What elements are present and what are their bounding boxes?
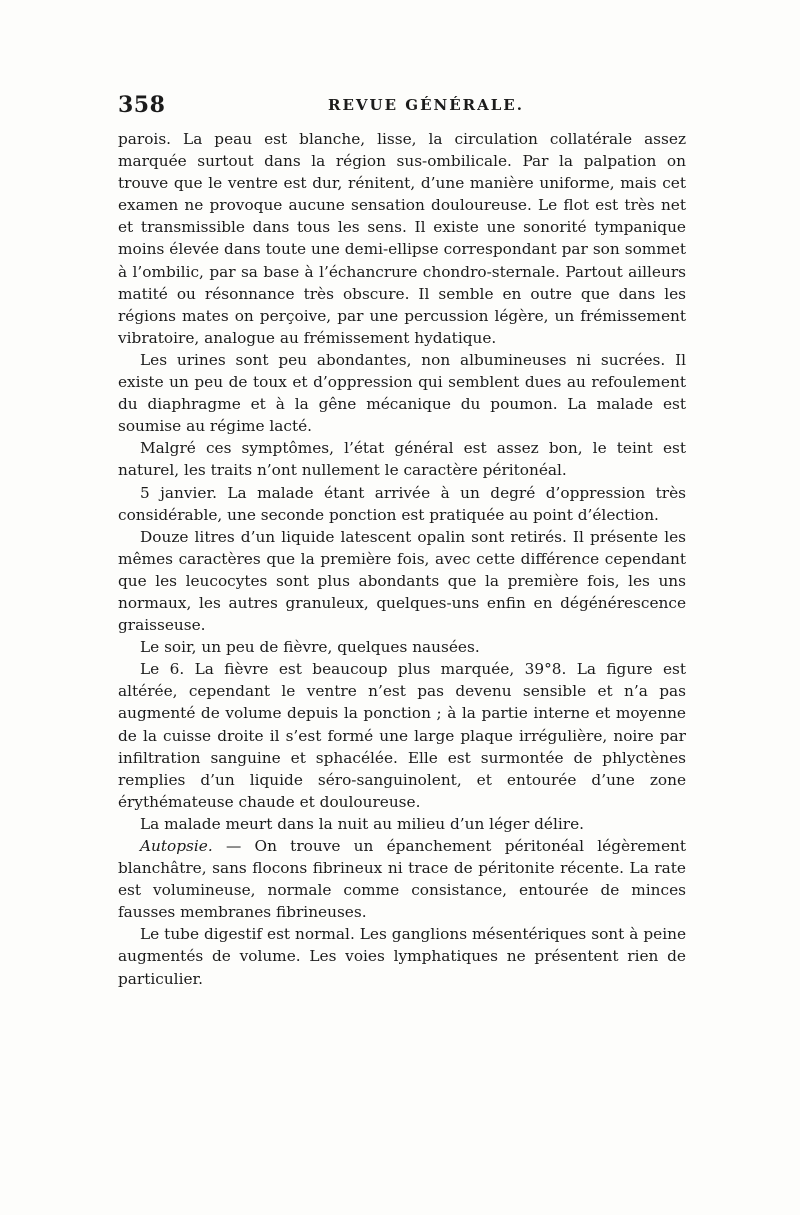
body-text (118, 128, 686, 990)
paragraph-parois: parois. La peau est blanche, lisse, la circulation collatérale assez marquée surtout dans la région sus-ombilicale. Par la palpation on trouve que le ventre est dur, rénitent, d’une manière uniforme, mais cet examen ne provoque aucune sensation douloureuse. Le flot est très net et transmissible dans tous les sens. Il existe une sonorité tympanique moins élevée dans toute une demi-ellipse correspondant par son sommet à l’ombilic, par sa base à l’échancrure chondro-sternale. Partout ailleurs matité ou résonnance très obscure. Il semble en outre que dans les régions mates on perçoive, par une percussion légère, un frémissement vibratoire, analogue au frémissement hydatique. (118, 130, 686, 347)
paragraph-autopsie (118, 835, 686, 923)
running-title: REVUE GÉNÉRALE. (328, 96, 524, 114)
paragraph-tube-digestif: Le tube digestif est normal. Les ganglions mésentériques sont à peine augmentés de volume. Les voies lymphatiques ne présentent rien de particulier. (118, 925, 686, 988)
paragraph-douze-litres: Douze litres d’un liquide latescent opalin sont retirés. Il présente les mêmes caractères que la première fois, avec cette différence cependant que les leucocytes sont plus abondants que la première fois, les uns normaux, les autres granuleux, quelques-uns enfin en dégénérescence graisseuse. (118, 527, 686, 635)
paragraph-malade-meurt: La malade meurt dans la nuit au milieu d’un léger délire. (140, 814, 584, 833)
paragraph-le-soir: Le soir, un peu de fièvre, quelques nausées. (140, 638, 480, 657)
autopsie-text: — On trouve un épanchement péritonéal légèrement blanchâtre, sans flocons fibrineux ni trace de péritonite récente. La rate est volumineuse, normale comme consistance, entourée de minces fausses membranes fibrineuses. (118, 837, 686, 922)
paragraph-le-6: Le 6. La fièvre est beaucoup plus marquée, 39°8. La figure est altérée, cependant le ventre n’est pas devenu sensible et n’a pas augmenté de volume depuis la ponction ; à la partie interne et moyenne de la cuisse droite il s’est formé une large plaque irrégulière, noire par infiltration sanguine et sphacélée. Elle est surmontée de phlyctènes remplies d’un liquide séro-sanguinolent, et entourée d’une zone érythémateuse chaude et douloureuse. (118, 660, 686, 811)
running-head (118, 92, 686, 120)
page-number: 358 (118, 92, 166, 118)
paragraph-urines: Les urines sont peu abondantes, non albumineuses ni sucrées. Il existe un peu de toux et d’oppression qui semblent dues au refoulement du diaphragme et à la gêne mécanique du poumon. La malade est soumise au régime lacté. (118, 350, 686, 436)
paragraph-symptomes: Malgré ces symptômes, l’état général est assez bon, le teint est naturel, les traits n’ont nullement le caractère péritonéal. (118, 439, 686, 480)
paragraph-5-janvier: 5 janvier. La malade étant arrivée à un degré d’oppression très considérable, une seconde ponction est pratiquée au point d’élection. (118, 483, 686, 524)
autopsie-lead: Autopsie. (140, 837, 213, 855)
